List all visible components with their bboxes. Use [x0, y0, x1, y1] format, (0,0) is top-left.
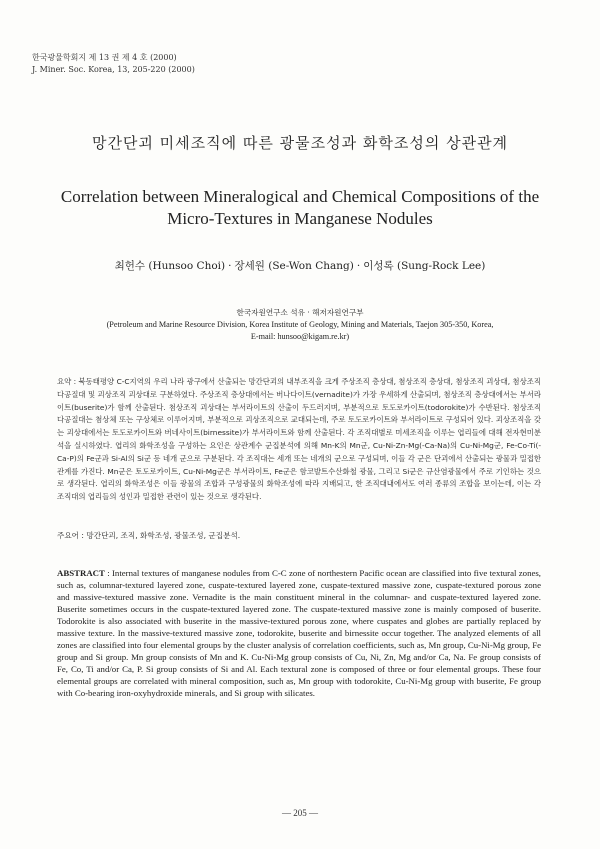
title-korean: 망간단괴 미세조직에 따른 광물조성과 화학조성의 상관관계: [91, 134, 509, 152]
author-2: 장세원 (Se-Won Chang): [234, 260, 354, 272]
affiliation-email: E-mail: hunsoo@kigam.re.kr): [250, 332, 350, 341]
affiliation-korean: 한국자원연구소 석유 · 해저자원연구부: [236, 308, 364, 317]
affiliation: [40, 307, 560, 343]
abstract-english-text: : Internal textures of manganese nodules from C-C zone of northestern Pacific ocean are classified into five textural zones, such as, columnar-textured layered zone, cuspate-textured layered zone, cuspate-textured massive zone, cuspate-textured porous zone and massive-textured massive zone. Vernadite is the main constituent mineral in the columnar- and cuspate-textured layered zone. Buserite sometimes occurs in the cuspate-textured layered zone. The cuspate-textured massive zone is mainly composed of buserite. Todorokite is also associated with buserite in the massive-textured porous zone, where cuspates and globes are partially replaced by massive texture. In the massive-textured massive zone, todorokite, buserite and birnessite occur together. The analyzed elements of all zones are classified into four elemental groups by the cluster analysis of correlation coefficients, such as, Mn group, Cu-Ni-Mg group, Fe group and Si group. Mn group consists of Mn and K. Cu-Ni-Mg group consists of Cu, Ni, Zn, Mg and/or Ca, Na. Fe group consists of Fe, Co, Ti and/or Ca, P. Si group consists of Si and Al. Each textural zone is composed of three or four elemental groups. These four elemental groups are correlated with mineral composition, such as, Mn group with todorokite, Cu-Ni-Mg group with buserite, Fe group with Co-bearing iron-oxyhydroxide minerals, and Si group with silicates.: [57, 568, 542, 698]
author-3: 이성록 (Sung-Rock Lee): [363, 260, 486, 272]
journal-citation-korean: 한국광물학회지 제 13 권 제 4 호 (2000): [32, 53, 177, 62]
keywords-korean: 주요어 : 망간단괴, 조직, 화학조성, 광물조성, 군집분석.: [57, 531, 241, 540]
affiliation-english: (Petroleum and Marine Resource Division, Korea Institute of Geology, Mining and Materials, Taejon 305-350, Korea,: [106, 320, 494, 329]
abstract-english: [57, 568, 541, 699]
author-separator: ·: [228, 260, 232, 272]
abstract-korean: 요약 : 북동태평양 C-C지역의 우리 나라 광구에서 산출되는 망간단괴의 내부조직을 크게 주상조직 층상대, 첨상조직 층상대, 첨상조직 괴상대, 첨상조직 다공질대 및 괴상조직 괴상대로 구분하였다. 주상조직 층상대에서는 버나다이트(vernadite)가 가장 우세하게 산출되며, 첨상조직 층상대에서는 부서라이트(buserite)가 함께 산출된다. 첨상조직 괴상대는 부서라이트의 산출이 두드러지며, 부분적으로 토도로카이트(todorokite)가 수반된다. 첨상조직 다공질대는 첨상체 또는 구상체로 이루어지며, 부분적으로 괴상조직으로 교대되는데, 주로 토도로카이트와 부서라이트로 구성되어 있다. 괴상조직을 갖는 괴상대에서는 토도로카이트와 버네사이트(birnessite)가 부서라이트와 함께 산출된다. 각 조직대별로 미세조직을 이루는 엽리들에 대해 전자현미분석을 실시하였다. 엽리의 화학조성을 구성하는 요인은 상관계수 군집분석에 의해 Mn-K의 Mn군, Cu-Ni-Zn-Mg(-Ca-Na)의 Cu-Ni-Mg군, Fe-Co-Ti(-Ca-P)의 Fe군과 Si-Al의 Si군 등 네개 군으로 구분된다. 각 조직대는 세개 또는 네개의 군으로 구성되며, 이들 각 군은 단괴에서 산출되는 광물과 밀접한 관계를 가진다. Mn군은 토도로카이트, Cu-Ni-Mg군은 부서라이트, Fe군은 함코발트수산화철 광물, 그리고 Si군은 규산염광물에서 주로 기인하는 것으로 생각된다. 엽리의 화학조성은 이들 광물의 조합과 구성광물의 화학조성에 따라 지배되고, 한 조직대내에서도 여러 종류의 조합을 보이는데, 이는 각 조직대의 엽리들의 성인과 밀접한 관련이 있는 것으로 생각된다.: [57, 377, 541, 502]
author-list: [0, 258, 600, 273]
abstract-label: ABSTRACT: [57, 568, 105, 578]
title-english: Correlation between Mineralogical and Chemical Compositions of the Micro-Textures in Manganese Nodules: [60, 187, 540, 228]
author-separator: ·: [356, 260, 361, 272]
page-number: — 205 —: [282, 808, 318, 818]
journal-citation-english: J. Miner. Soc. Korea, 13, 205-220 (2000): [32, 65, 195, 74]
author-1: 최헌수 (Hunsoo Choi): [114, 260, 226, 272]
journal-header: [32, 52, 195, 76]
